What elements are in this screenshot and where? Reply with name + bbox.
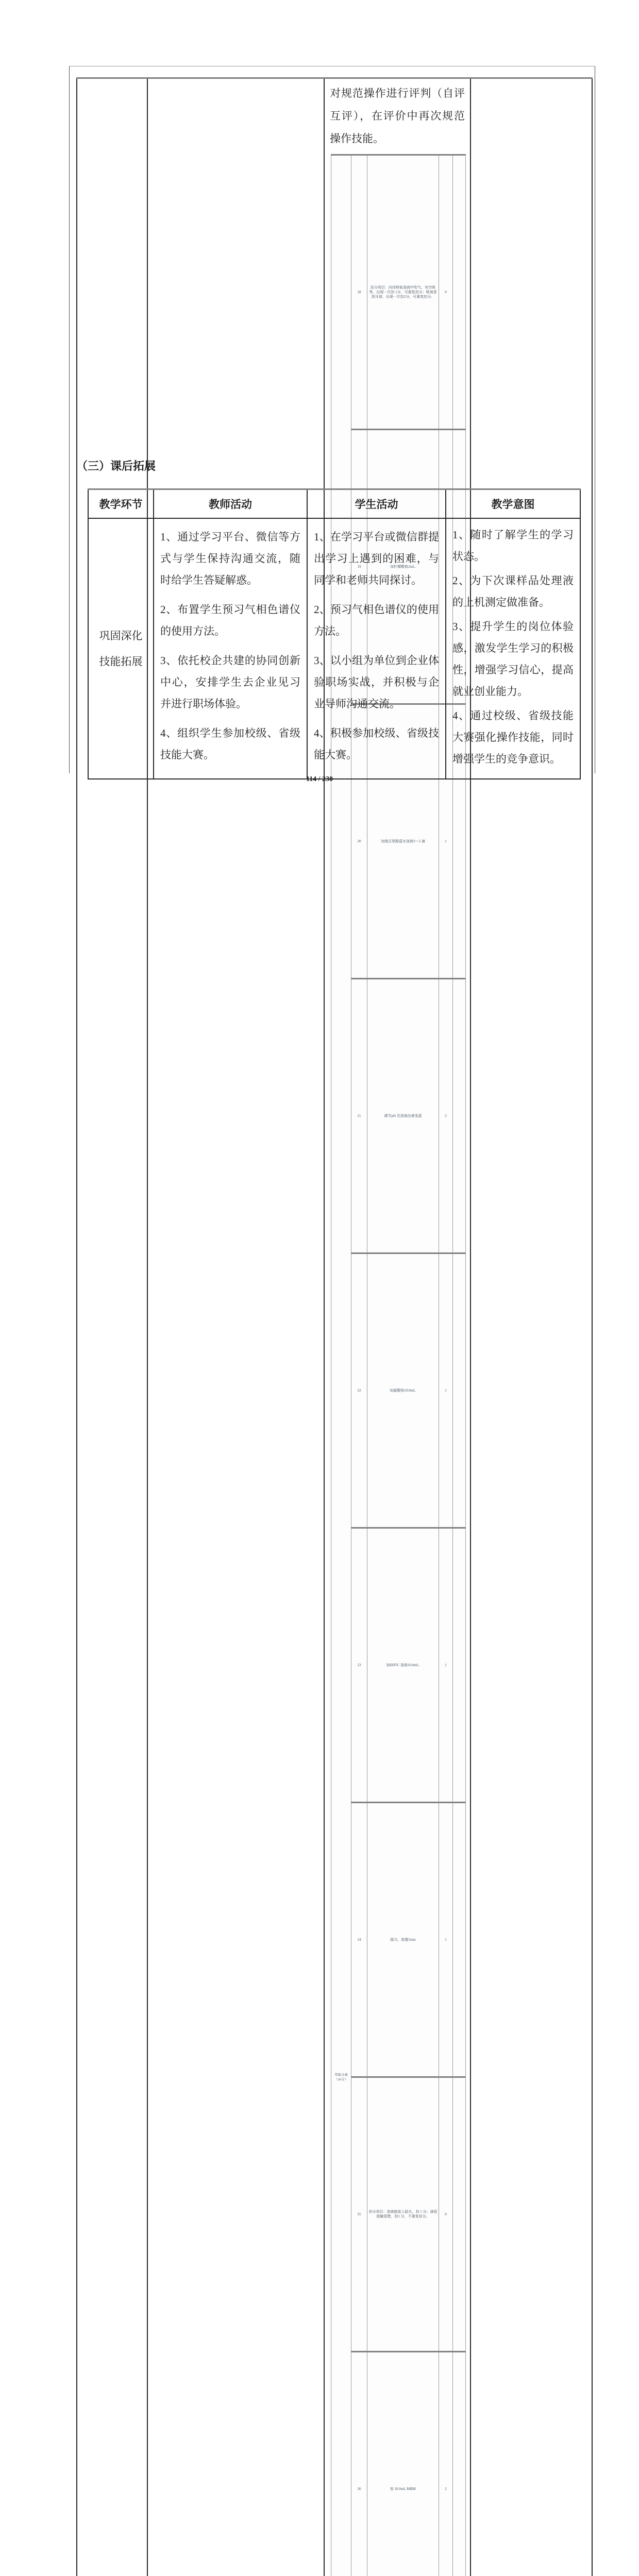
score-row-no: 23 xyxy=(351,1528,367,1803)
score-row-value: 2 xyxy=(439,2352,453,2576)
score-row-value: 1 xyxy=(439,430,453,704)
score-row xyxy=(331,1803,466,2077)
score-row-result xyxy=(453,155,466,430)
score-row-value: 1 xyxy=(439,1253,453,1528)
extension-table-body-row xyxy=(88,518,580,779)
score-row-desc: 加溴百里酚蓝水溶液3～5 滴 xyxy=(367,704,439,979)
score-row-desc: 加 10.0mL.MIBK xyxy=(367,2352,439,2576)
score-row-desc: 加柠檬酸铵2mL. xyxy=(367,430,439,704)
score-row-value: 1 xyxy=(439,1528,453,1803)
score-row-value: 0 xyxy=(439,2077,453,2352)
score-row-no: 25 xyxy=(351,2077,367,2352)
extension-table-header-row xyxy=(88,489,580,519)
teacher-activity-item: 2、布置学生预习气相色谱仪的使用方法。 xyxy=(160,599,300,642)
score-row xyxy=(331,2352,466,2576)
continued-teaching-table xyxy=(76,77,593,2576)
score-row-result xyxy=(453,1528,466,1803)
score-row-value: 2 xyxy=(439,979,453,1253)
student-activity-item: 1、在学习平台或微信群提出学习上遇到的困难，与同学和老师共同探讨。 xyxy=(314,526,439,591)
teaching-intent-cell xyxy=(446,518,580,779)
stage-line2: 技能拓展 xyxy=(89,649,153,674)
teacher-activity-item: 3、依托校企共建的协同创新中心，安排学生去企业见习并进行职场体验。 xyxy=(160,650,300,715)
page-number: 114 / 230 xyxy=(0,775,639,784)
table-row xyxy=(77,78,592,2576)
score-row-result xyxy=(453,1803,466,2077)
score-row-result xyxy=(453,979,466,1253)
score-row xyxy=(331,1253,466,1528)
teaching-intent-item: 4、通过校级、省级技能大赛强化操作技能，同时增强学生的竞争意识。 xyxy=(452,705,574,770)
section-heading: （三）课后拓展 xyxy=(76,457,156,473)
student-activity-cell xyxy=(307,518,446,779)
score-row-desc: 摇匀，放置5min xyxy=(367,1803,439,2077)
student-activity-item: 4、积极参加校级、省级技能大赛。 xyxy=(314,722,439,766)
student-activity-cell xyxy=(324,78,470,2576)
score-row-result xyxy=(453,2352,466,2576)
score-row xyxy=(331,979,466,1253)
score-row-desc: 扣分项目：溶液倒流入胶头，扣 1 分；滴管接触管壁，扣1 分，不重复扣分。 xyxy=(367,2077,439,2352)
score-group-points: （20分） xyxy=(332,2077,350,2082)
header-teaching-stage: 教学环节 xyxy=(88,489,154,519)
score-group-label: 萃取分离 xyxy=(332,2073,350,2077)
stage-cell xyxy=(88,518,154,779)
score-row-no: 20 xyxy=(351,704,367,979)
header-teaching-intent: 教学意图 xyxy=(446,489,580,519)
score-row xyxy=(331,155,466,430)
score-row-desc: 加DDTC 溶液10.0mL. xyxy=(367,1528,439,1803)
teaching-intent-item: 2、为下次课样品处理液的上机测定做准备。 xyxy=(452,570,574,613)
score-row-desc: 加硫酸铵10.0mL. xyxy=(367,1253,439,1528)
stage-line1: 巩固深化 xyxy=(89,623,153,649)
teacher-activity-item: 4、组织学生参加校级、省级技能大赛。 xyxy=(160,722,300,766)
score-row-no: 24 xyxy=(351,1803,367,2077)
score-row-result xyxy=(453,1253,466,1528)
stage-cell-empty xyxy=(77,78,147,2576)
student-activity-item: 3、以小组为单位到企业体验职场实战，并积极与企业导师沟通交流。 xyxy=(314,650,439,715)
score-row-no: 19 xyxy=(351,430,367,704)
score-row-no: 21 xyxy=(351,979,367,1253)
header-teacher-activity: 教师活动 xyxy=(154,489,307,519)
teaching-intent-item: 3、提升学生的岗位体验感，激发学生学习的积极性，增强学习信心，提高就业创业能力。 xyxy=(452,616,574,702)
extension-table xyxy=(88,488,581,779)
score-row-result xyxy=(453,2077,466,2352)
score-row-no: 22 xyxy=(351,1253,367,1528)
header-student-activity: 学生活动 xyxy=(307,489,446,519)
score-row-no: 26 xyxy=(351,2352,367,2576)
score-row xyxy=(331,2077,466,2352)
student-activity-item: 2、预习气相色谱仪的使用方法。 xyxy=(314,599,439,642)
score-row-desc: 调节pH 至溶液由黄变蓝 xyxy=(367,979,439,1253)
teacher-activity-cell xyxy=(154,518,307,779)
teacher-activity-cell-empty xyxy=(147,78,324,2576)
score-row-desc: 扣分项目：向待移取溶液中吹气、有空吸等，出现一次扣 1分，可重复扣分；吸液进洗耳球，出现一次扣2分，可重复扣分。 xyxy=(367,155,439,430)
score-row-value: 0 xyxy=(439,155,453,430)
intent-cell-empty xyxy=(470,78,592,2576)
score-row xyxy=(331,1528,466,1803)
score-row-no: 18 xyxy=(351,155,367,430)
student-activity-continued-text: 对规范操作进行评判（自评互评），在评价中再次规范操作技能。 xyxy=(330,82,465,150)
score-row-value: 1 xyxy=(439,704,453,979)
teaching-intent-item: 1、随时了解学生的学习状态。 xyxy=(452,524,574,567)
score-row-value: 1 xyxy=(439,1803,453,2077)
teacher-activity-item: 1、通过学习平台、微信等方式与学生保持沟通交流，随时给学生答疑解惑。 xyxy=(160,526,300,591)
